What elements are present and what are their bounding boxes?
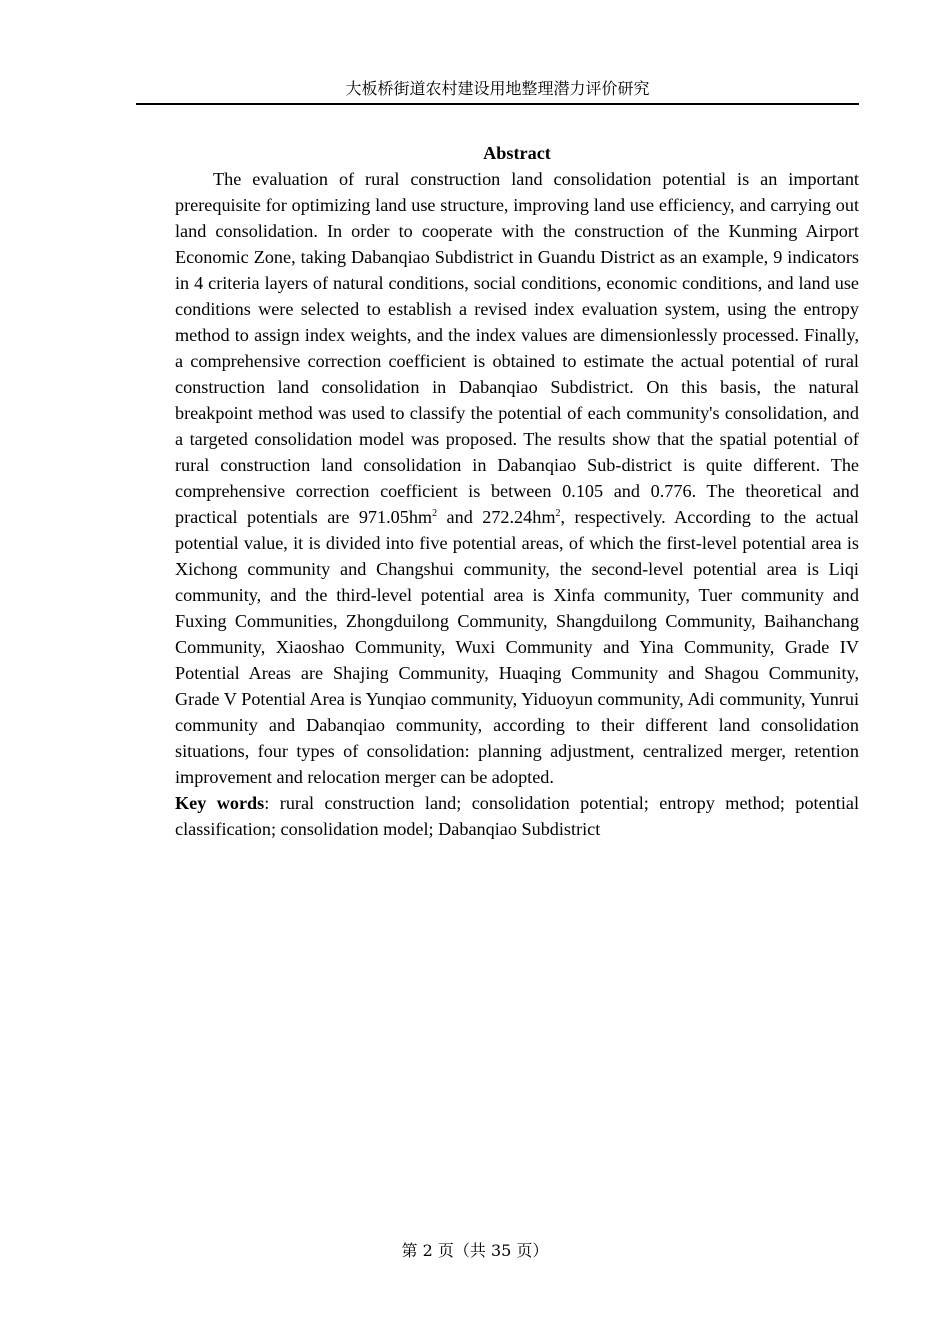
abstract-text-part3: , respectively. According to the actual potential value, it is divided into five potential areas, of which the first-level potential area is Xichong community and Changshui community, the second-level potential area is Liqi community, and the third-level potential area is Xinfa community, Tuer community and Fuxing Communities, Zhongduilong Community, Shangduilong Community, Baihanchang Community, Xiaoshao Community, Wuxi Community and Yina Community, Grade IV Potential Areas are Shajing Community, Huaqing Community and Shagou Community, Grade V Potential Area is Yunqiao community, Yiduoyun community, Adi community, Yunrui community and Dabanqiao community, according to their different land consolidation situations, four types of consolidation: planning adjustment, centralized merger, retention improvement and relocation merger can be adopted. [175, 507, 859, 787]
running-header: 大板桥街道农村建设用地整理潜力评价研究 [345, 79, 650, 98]
abstract-body [175, 166, 859, 790]
abstract-text-part2: and 272.24hm [437, 507, 556, 527]
superscript-2: 2 [555, 508, 561, 519]
abstract-title: Abstract [483, 143, 551, 163]
keywords-label: Key words [175, 793, 265, 813]
keywords-text: : rural construction land; consolidation potential; entropy method; potential classification; consolidation model; Dabanqiao Subdistrict [175, 793, 859, 839]
header-rule [136, 103, 859, 105]
superscript-2: 2 [432, 508, 438, 519]
page-number: 第 2 页（共 35 页） [401, 1241, 549, 1260]
keywords-paragraph [175, 790, 859, 842]
abstract-text-part1: The evaluation of rural construction land consolidation potential is an important prerequisite for optimizing land use structure, improving land use efficiency, and carrying out land consolidation. In order to cooperate with the construction of the Kunming Airport Economic Zone, taking Dabanqiao Subdistrict in Guandu District as an example, 9 indicators in 4 criteria layers of natural conditions, social conditions, economic conditions, and land use conditions were selected to establish a revised index evaluation system, using the entropy method to assign index weights, and the index values are dimensionlessly processed. Finally, a comprehensive correction coefficient is obtained to estimate the actual potential of rural construction land consolidation in Dabanqiao Subdistrict. On this basis, the natural breakpoint method was used to classify the potential of each community's consolidation, and a targeted consolidation model was proposed. The results show that the spatial potential of rural construction land consolidation in Dabanqiao Sub-district is quite different. The comprehensive correction coefficient is between 0.105 and 0.776. The theoretical and practical potentials are 971.05hm [175, 169, 859, 527]
abstract-section [175, 140, 859, 842]
